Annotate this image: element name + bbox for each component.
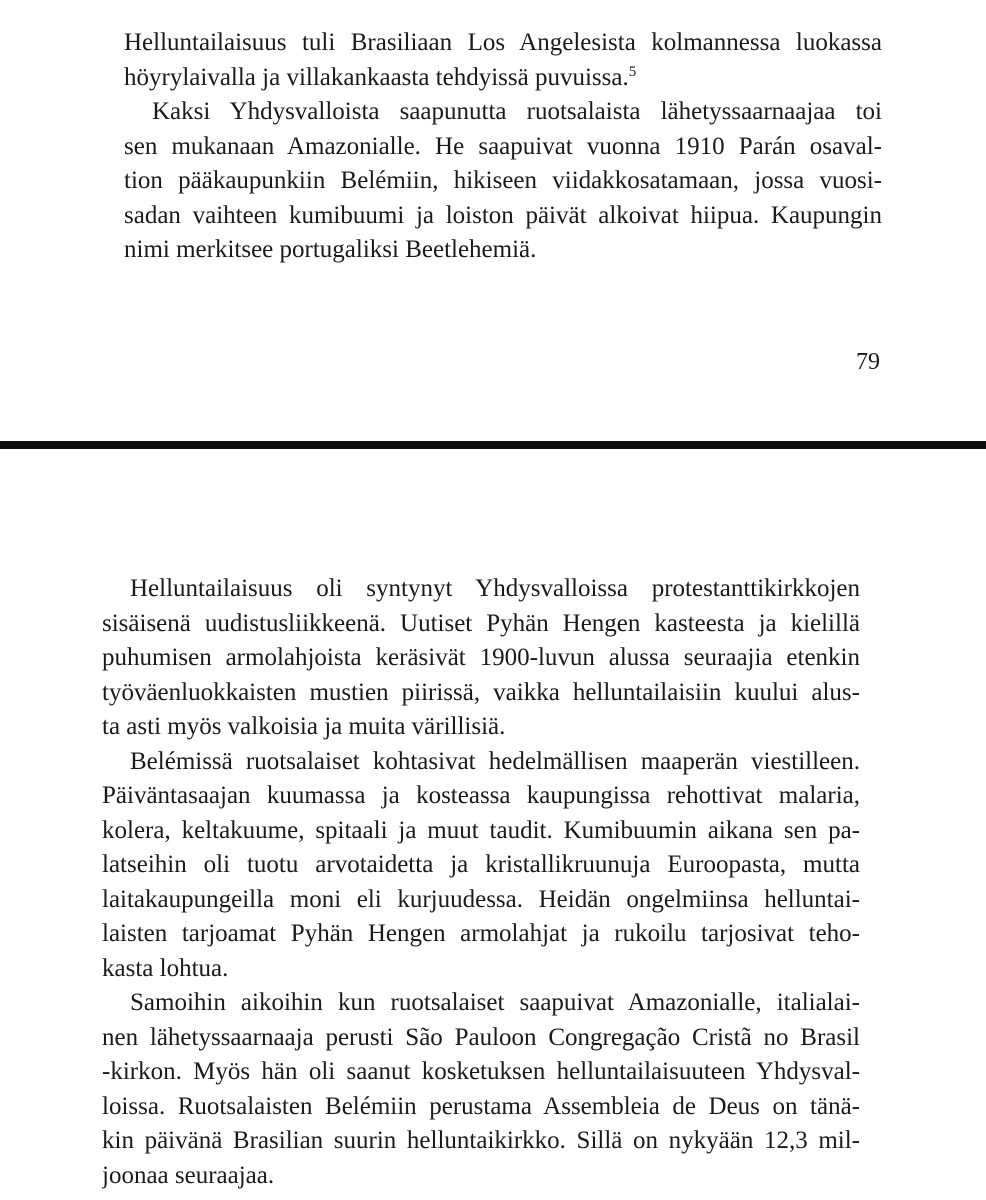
text-line: laitakaupungeilla moni eli kurjuudessa. Heidän ongelmiinsa helluntai- [102, 885, 860, 913]
text-line: sen mukanaan Amazonialle. He saapuivat vuonna 1910 Parán osaval- [124, 132, 882, 160]
top-page-text [124, 26, 882, 268]
text-line: nen lähetyssaarnaaja perusti São Pauloon Congregação Cristã no Brasil [102, 1023, 860, 1051]
text-line-with-footnote [124, 61, 882, 96]
text-line: höyrylaivalla ja villakankaasta tehdyissä puvuissa. [124, 63, 629, 91]
text-line: työväenluokkaisten mustien piirissä, vaikka helluntailaisiin kuului alus- [102, 678, 860, 706]
text-line: nimi merkitsee portugaliksi Beetlehemiä. [124, 236, 537, 263]
text-line: Päiväntasaajan kuumassa ja kosteassa kaupungissa rehottivat malaria, [102, 782, 860, 809]
text-line: joonaa seuraajaa. [102, 1161, 275, 1189]
text-line: Belémissä ruotsalaiset kohtasivat hedelmällisen maaperän viestilleen. [130, 747, 860, 775]
text-line: ta asti myös valkoisia ja muita värillisiä. [102, 713, 506, 740]
text-line: kin päivänä Brasilian suurin helluntaikirkko. Sillä on nykyään 12,3 mil- [102, 1127, 860, 1154]
text-line: kasta lohtua. [102, 954, 229, 982]
text-line: Samoihin aikoihin kun ruotsalaiset saapuivat Amazonialle, italialai- [130, 989, 860, 1016]
text-line: Kaksi Yhdysvalloista saapunutta ruotsalaista lähetyssaarnaajaa toi [152, 98, 882, 125]
page-divider [0, 441, 986, 449]
page-number: 79 [856, 349, 880, 375]
text-line: kolera, keltakuume, spitaali ja muut taudit. Kumibuumin aikana sen pa- [102, 816, 860, 844]
text-line: Helluntailaisuus tuli Brasiliaan Los Angelesista kolmannessa luokassa [124, 29, 882, 56]
text-line: loissa. Ruotsalaisten Belémiin perustama Assembleia de Deus on tänä- [102, 1092, 860, 1120]
text-line: -kirkon. Myös hän oli saanut kosketuksen helluntailaisuuteen Yhdysval- [102, 1058, 860, 1085]
text-line: laisten tarjoamat Pyhän Hengen armolahjat ja rukoilu tarjosivat teho- [102, 920, 860, 947]
footnote-marker[interactable]: 5 [628, 63, 637, 80]
text-line: sadan vaihteen kumibuumi ja loiston päivät alkoivat hiipua. Kaupungin [124, 201, 882, 229]
text-line: sisäisenä uudistusliikkeenä. Uutiset Pyhän Hengen kasteesta ja kielillä [102, 609, 860, 637]
text-line: puhumisen armolahjoista keräsivät 1900-luvun alussa seuraajia etenkin [102, 644, 860, 671]
text-line: Helluntailaisuus oli syntynyt Yhdysvalloissa protestanttikirkkojen [130, 575, 860, 602]
bottom-page-text [102, 572, 860, 1193]
text-line: tion pääkaupunkiin Belémiin, hikiseen viidakkosatamaan, jossa vuosi- [124, 167, 882, 194]
text-line: latseihin oli tuotu arvotaidetta ja kristallikruunuja Euroopasta, mutta [102, 851, 860, 878]
